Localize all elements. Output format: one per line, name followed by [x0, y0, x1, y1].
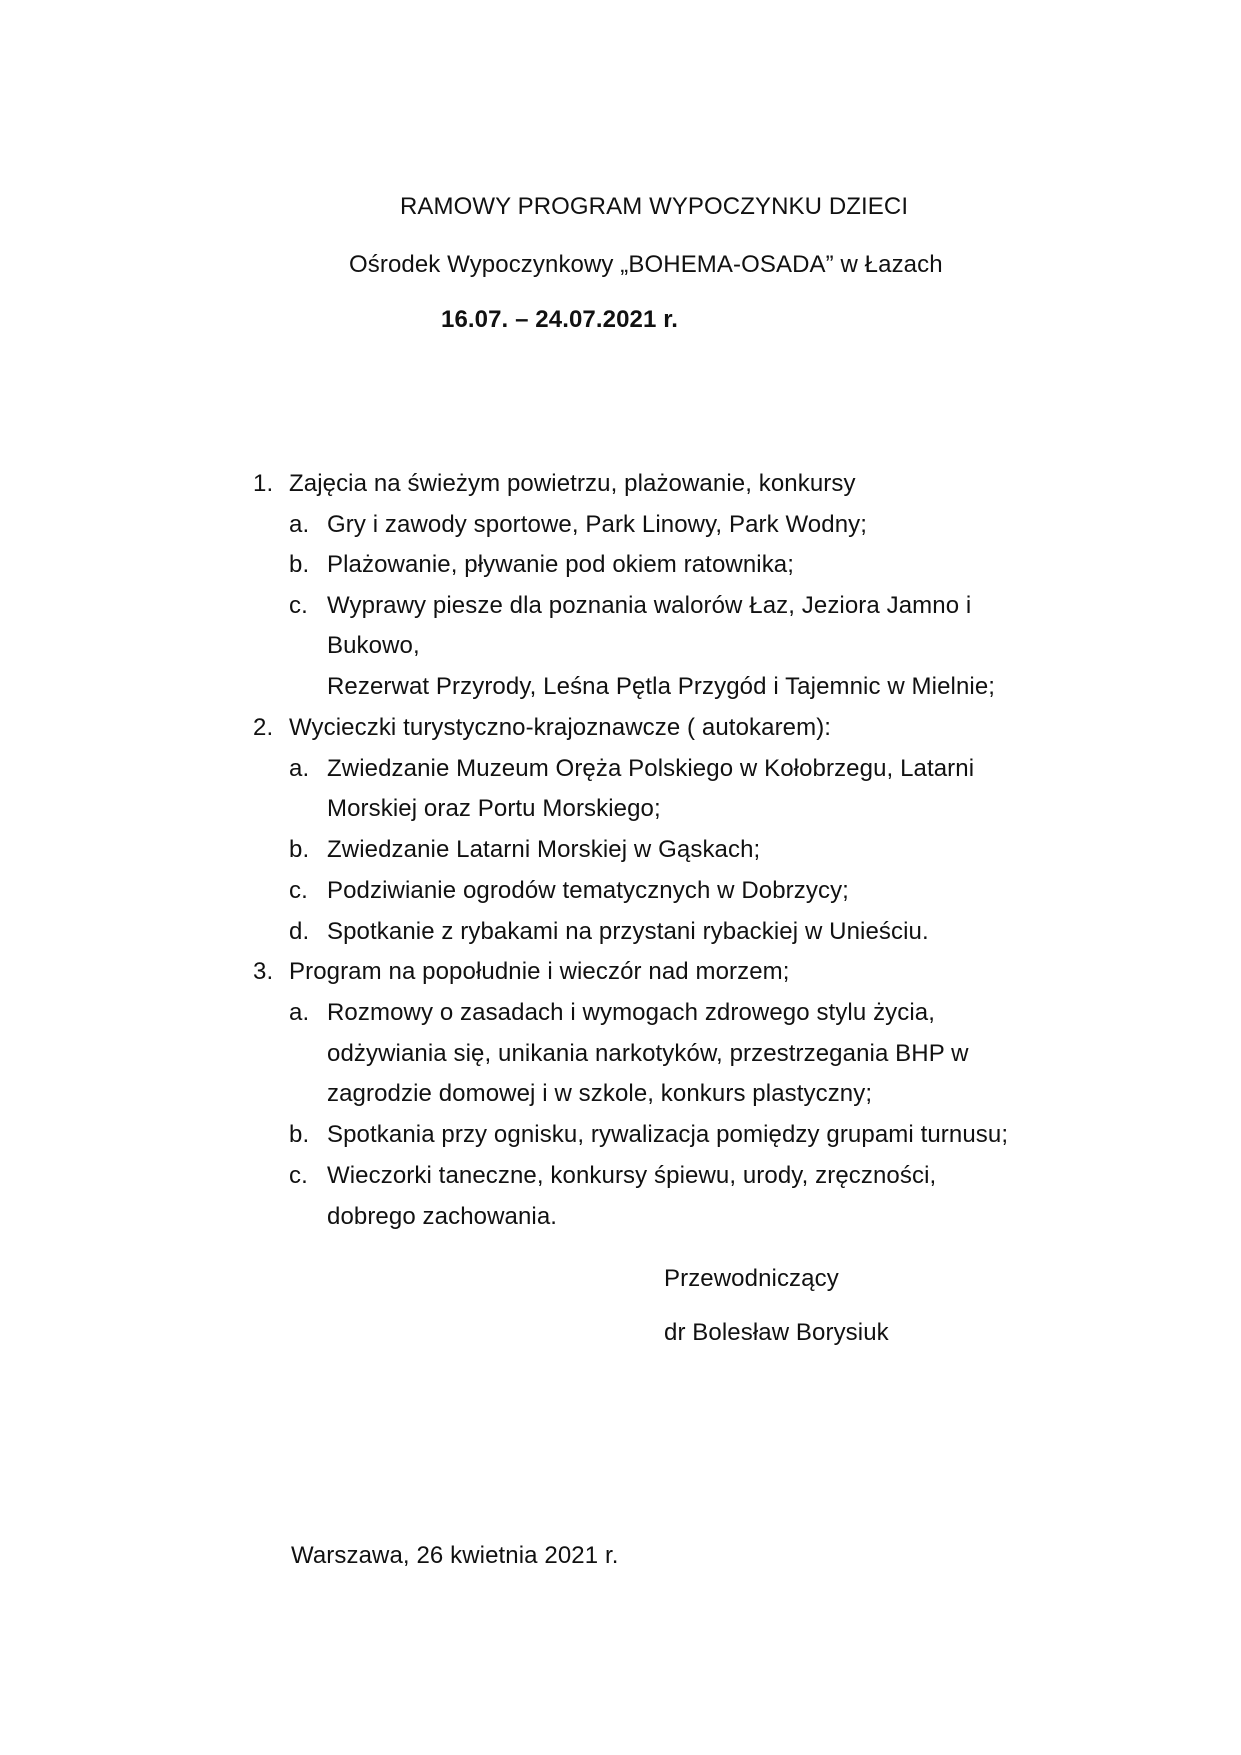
item-2c-text: Podziwianie ogrodów tematycznych w Dobrzycy; [327, 877, 849, 904]
item-2c-letter: c. [289, 877, 308, 904]
item-1a-text: Gry i zawody sportowe, Park Linowy, Park Wodny; [327, 511, 868, 538]
document-dates: 16.07. – 24.07.2021 r. [441, 306, 679, 333]
item-2a-text-line-2: Morskiej oraz Portu Morskiego; [327, 795, 661, 822]
item-3c-text-line-1: Wieczorki taneczne, konkursy śpiewu, urody, zręczności, [327, 1162, 937, 1189]
section-1-number: 1. [253, 470, 274, 497]
section-2-number: 2. [253, 714, 274, 741]
item-2b-letter: b. [289, 836, 310, 863]
item-1c-text-line-3: Rezerwat Przyrody, Leśna Pętla Przygód i Tajemnic w Mielnie; [327, 673, 996, 700]
place-and-date: Warszawa, 26 kwietnia 2021 r. [291, 1542, 619, 1569]
section-3-text: Program na popołudnie i wieczór nad morzem; [289, 958, 790, 985]
item-2d-text: Spotkanie z rybakami na przystani rybackiej w Unieściu. [327, 918, 929, 945]
item-2b-text: Zwiedzanie Latarni Morskiej w Gąskach; [327, 836, 761, 863]
item-1b-text: Plażowanie, pływanie pod okiem ratownika; [327, 551, 795, 578]
item-3a-text-line-1: Rozmowy o zasadach i wymogach zdrowego stylu życia, [327, 999, 936, 1026]
section-3-number: 3. [253, 958, 274, 985]
document-subtitle: Ośrodek Wypoczynkowy „BOHEMA-OSADA” w Łazach [349, 251, 943, 278]
item-3a-text-line-2: odżywiania się, unikania narkotyków, przestrzegania BHP w [327, 1040, 969, 1067]
signature-name: dr Bolesław Borysiuk [664, 1319, 889, 1346]
item-2a-letter: a. [289, 755, 310, 782]
section-1-text: Zajęcia na świeżym powietrzu, plażowanie, konkursy [289, 470, 856, 497]
section-2-text: Wycieczki turystyczno-krajoznawcze ( autokarem): [289, 714, 832, 741]
item-3a-text-line-3: zagrodzie domowej i w szkole, konkurs plastyczny; [327, 1080, 873, 1107]
item-3c-text-line-2: dobrego zachowania. [327, 1203, 558, 1230]
item-1c-letter: c. [289, 592, 308, 619]
item-2a-text-line-1: Zwiedzanie Muzeum Oręża Polskiego w Kołobrzegu, Latarni [327, 755, 975, 782]
item-1b-letter: b. [289, 551, 310, 578]
item-1a-letter: a. [289, 511, 310, 538]
item-3c-letter: c. [289, 1162, 308, 1189]
document-title: RAMOWY PROGRAM WYPOCZYNKU DZIECI [400, 193, 909, 220]
item-1c-text-line-2: Bukowo, [327, 632, 420, 659]
item-1c-text-line-1: Wyprawy piesze dla poznania walorów Łaz, Jeziora Jamno i [327, 592, 972, 619]
item-3a-letter: a. [289, 999, 310, 1026]
item-3b-text: Spotkania przy ognisku, rywalizacja pomiędzy grupami turnusu; [327, 1121, 1009, 1148]
item-2d-letter: d. [289, 918, 310, 945]
item-3b-letter: b. [289, 1121, 310, 1148]
signature-role: Przewodniczący [664, 1265, 839, 1292]
